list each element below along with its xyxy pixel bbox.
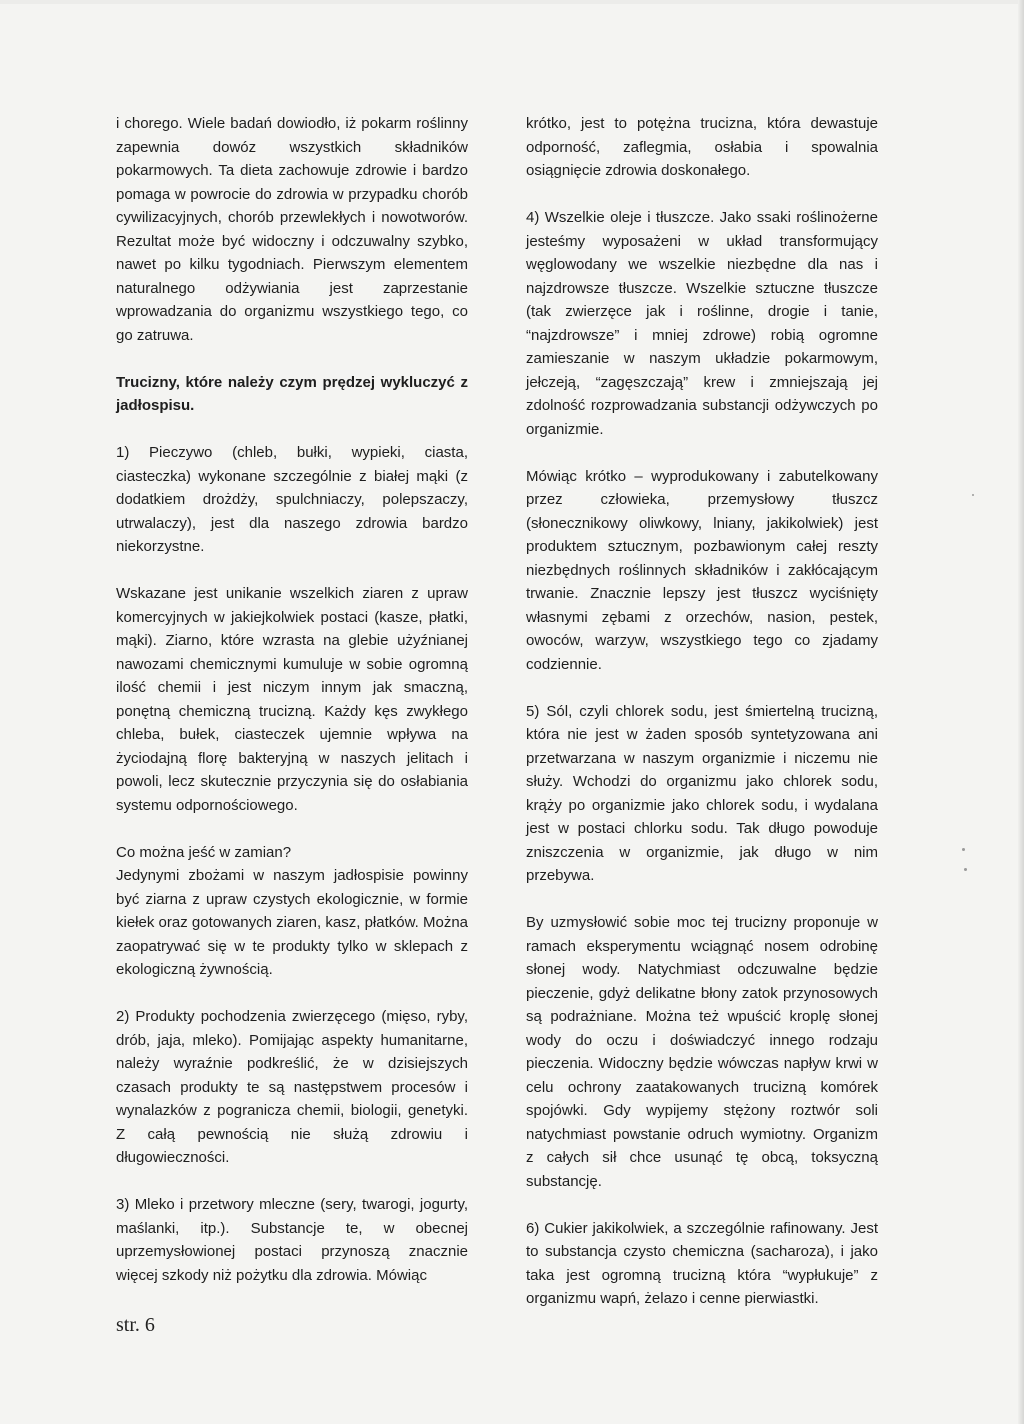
right-column	[526, 112, 878, 1334]
left-question: Co można jeść w zamian?	[116, 843, 292, 861]
right-paragraph-salt: 5) Sól, czyli chlorek sodu, jest śmiertelną trucizną, która nie jest w żaden sposób syntetyzowana ani przetwarzana w naszym organizmie i niczemu nie służy. Wchodzi do organizmu jako chlorek sodu, krąży po organizmie jako chlorek sodu, i wydalana jest w postaci chlorku sodu. Tak długo powoduje zniszczenia w organizmie, jak długo w nim przebywa.	[526, 702, 878, 884]
right-paragraph-oils-summary: Mówiąc krótko – wyprodukowany i zabutelkowany przez człowieka, przemysłowy tłuszcz (słonecznikowy oliwkowy, lniany, jakikolwiek) jest produktem sztucznym, pozbawionym całej reszty niezbędnych roślinnych składników i zakłócającym trwanie. Znacznie lepszy jest tłuszcz wyciśnięty własnymi zębami z orzechów, nasion, pestek, owoców, warzyw, wszystkiego tego co zjadamy codziennie.	[526, 467, 878, 673]
right-paragraph-milk-cont: krótko, jest to potężna trucizna, która dewastuje odporność, zaflegmia, osłabia i spowalnia osiągnięcie zdrowia doskonałego.	[526, 115, 878, 179]
left-paragraph-milk: 3) Mleko i przetwory mleczne (sery, twarogi, jogurty, maślanki, itp.). Substancje te, w obecnej uprzemysłowionej postaci przynoszą znacznie więcej szkody niż pożytku dla zdrowia. Mówiąc	[116, 1196, 468, 1284]
scan-speck	[972, 494, 974, 496]
left-column	[116, 112, 468, 1311]
right-paragraph-sugar: 6) Cukier jakikolwiek, a szczególnie rafinowany. Jest to substancja czysto chemiczna (sacharoza), i jako taka jest ogromną trucizną która “wypłukuje” z organizmu wapń, żelazo i cenne pierwiastki.	[526, 1219, 878, 1307]
left-paragraph-animal-products: 2) Produkty pochodzenia zwierzęcego (mięso, ryby, drób, jaja, mleko). Pomijając aspekty humanitarne, należy wyraźnie podkreślić, że w dzisiejszych czasach produkty te są następstwem procesów i wynalazków z pogranicza chemii, biologii, genetyki. Z całą pewnością nie służą zdrowiu i długowieczności.	[116, 1008, 468, 1166]
page-top-edge	[0, 0, 1024, 4]
scan-speck	[962, 848, 965, 851]
left-paragraph-bread: 1) Pieczywo (chleb, bułki, wypieki, ciasta, ciasteczka) wykonane szczególnie z białej mąki (z dodatkiem drożdży, spulchniaczy, polepszaczy, utrwalaczy), jest dla naszego zdrowia bardzo niekorzystne.	[116, 444, 468, 555]
page-number: str. 6	[116, 1314, 155, 1336]
left-paragraph-intro: i chorego. Wiele badań dowiodło, iż pokarm roślinny zapewnia dowóz wszystkich składników pokarmowych. Ta dieta zachowuje zdrowie i bardzo pomaga w powrocie do zdrowia w przypadku chorób cywilizacyjnych, chorób przewlekłych i nowotworów. Rezultat może być widoczny i odczuwalny szybko, nawet po kilku tygodniach. Pierwszym elementem naturalnego odżywiania jest zaprzestanie wprowadzania do organizmu wszystkiego tego, co go zatruwa.	[116, 115, 468, 344]
section-heading: Trucizny, które należy czym prędzej wykluczyć z jadłospisu.	[116, 373, 468, 414]
left-paragraph-grains: Wskazane jest unikanie wszelkich ziaren z upraw komercyjnych w jakiejkolwiek postaci (kasze, płatki, mąki). Ziarno, które wzrasta na glebie użyźnianej nawozami chemicznymi kumuluje w sobie ogromną ilość chemii i jest niczym innym jak smaczną, ponętną chemiczną trucizną. Każdy kęs zwykłego chleba, bułek, ciasteczek ujemnie wpływa na życiodajną florę bakteryjną w naszych jelitach i powoli, lecz skutecznie przyczynia się do osłabiania systemu odpornościowego.	[116, 585, 468, 814]
page-right-edge	[1018, 0, 1024, 1424]
scan-speck	[964, 868, 967, 871]
right-paragraph-oils: 4) Wszelkie oleje i tłuszcze. Jako ssaki roślinożerne jesteśmy wyposażeni w układ transformujący węglowodany we wszelkie niezbędne dla nas i najzdrowsze tłuszcze. Wszelkie sztuczne tłuszcze (tak zwierzęce jak i roślinne, drogie i tanie, “najzdrowsze” i mniej zdrowe) robią ogromne zamieszanie w naszym układzie pokarmowym, jełczeją, “zagęszczają” krew i zmniejszają jej zdolność rozprowadzania substancji odżywczych po organizmie.	[526, 209, 878, 438]
right-paragraph-salt-experiment: By uzmysłowić sobie moc tej trucizny proponuje w ramach eksperymentu wciągnąć nosem odrobinę słonej wody. Natychmiast odczuwalne będzie pieczenie, gdyż delikatne błony zatok przynosowych są podrażniane. Można też wpuścić kroplę słonej wody do oczu i doświadczyć innego rodzaju pieczenia. Widoczny będzie wówczas napływ krwi w celu ochrony zaatakowanych trucizną komórek spojówki. Gdy wypijemy stężony roztwór soli natychmiast powstanie odruch wymiotny. Organizm z całych sił chce usunąć tę obcą, toksyczną substancję.	[526, 914, 878, 1190]
left-paragraph-alternatives: Jedynymi zbożami w naszym jadłospisie powinny być ziarna z upraw czystych ekologicznie, w formie kiełek oraz gotowanych ziaren, kasz, płatków. Można zaopatrywać się w te produkty tylko w sklepach z ekologiczną żywnością.	[116, 867, 468, 978]
